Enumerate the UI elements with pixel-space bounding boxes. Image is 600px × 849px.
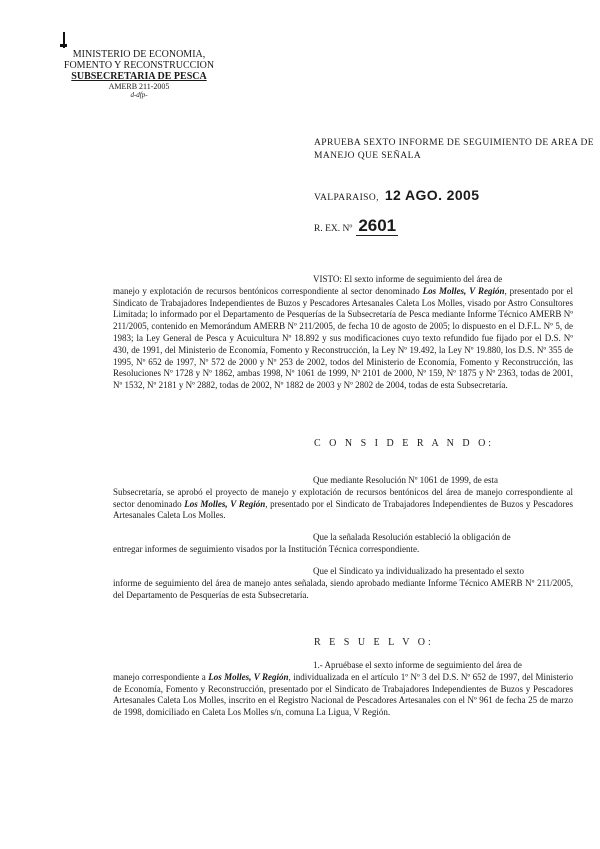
resolution-number-stamp: 2601 — [358, 216, 397, 235]
resolution-label: R. EX. Nº — [314, 224, 353, 234]
margin-mark-foot — [60, 44, 67, 47]
resuelvo-heading: R E S U E L V O: — [314, 637, 434, 648]
date-stamp: 12 AGO. 2005 — [384, 187, 480, 203]
initials-signature: d-dfp- — [130, 91, 148, 99]
reference-code: AMERB 211-2005 — [108, 82, 170, 91]
considerando-3-text: informe de seguimiento del área de manejo antes señalada, siendo aprobado mediante Informe Técnico AMERB Nº 211/2005, del Departamento de Pesquerías de esta Subsecretaría. — [113, 577, 573, 600]
resuelvo-1 — [113, 660, 573, 719]
place-and-date — [314, 187, 479, 203]
considerando-1 — [113, 475, 573, 522]
resuelvo-1-text-cont: , individualizada en el artículo 1º Nº 3 del D.S. Nº 652 de 1997, del Ministerio de Economía, Fomento y Reconstrucción, presentado por el Sindicato de Trabajadores Independientes de Buzos y Pescadores Artesanales Caleta Los Molles, inscrito en el Registro Nacional de Pescadores Artesanales con el Nº 961 de fecha 25 de marzo de 1998, domiciliado en Caleta Los Molles s/n, comuna La Ligua, V Región. — [113, 671, 573, 718]
considerando-1-location: Los Molles, V Región — [184, 498, 266, 509]
ministry-header — [44, 49, 234, 99]
considerando-heading: C O N S I D E R A N D O: — [314, 438, 495, 449]
considerando-1-text: Subsecretaría, se aprobó el proyecto de manejo y explotación de recursos bentónicos del área de manejo correspondiente al sector denominado — [113, 486, 573, 509]
subsecretaria-name: SUBSECRETARIA DE PESCA — [71, 71, 207, 82]
resolution-number — [314, 216, 398, 236]
considerando-2 — [113, 532, 573, 556]
visto-text: manejo y explotación de recursos bentónicos correspondiente al sector denominado — [113, 285, 423, 296]
considerando-3 — [113, 566, 573, 601]
ministry-name-line: MINISTERIO DE ECONOMIA, — [72, 49, 206, 60]
resuelvo-1-lead: 1.- Apruébase el sexto informe de seguimiento del área de — [313, 660, 522, 670]
visto-text-cont: , presentado por el Sindicato de Trabajadores Independientes de Buzos y Pescadores Artesanales Caleta Los Molles, visado por Astro Consultores Limitada; lo informado por el Departamento de Pesquerías de la Subsecretaría de Pesca mediante Informe Técnico AMERB Nº 211/2005, contenido en Memorándum AMERB Nº 211/2005, de fecha 10 de agosto de 2005; lo dispuesto en el D.F.L. Nº 5, de 1983; la Ley General de Pesca y Acuicultura Nº 18.892 y sus modificaciones cuyo texto refundido fue fijado por el D.S. Nº 430, de 1991, del Ministerio de Economía, Fomento y Reconstrucción, la Ley Nº 19.492, la Ley Nº 19.880, los D.S. Nº 355 de 1995, Nº 652 de 1997, Nº 572 de 2000 y Nº 253 de 2002, todos del Ministerio de Economía, Fomento y Reconstrucción, las Resoluciones Nº 1728 y Nº 1862, ambas 1998, Nº 1061 de 1999, Nº 2101 de 2000, Nº 159, Nº 1875 y Nº 2363, todas de 2001, Nº 1532, Nº 2181 y Nº 2882, todas de 2002, Nº 1882 de 2003 y Nº 2802 de 2004, todas de esta Subsecretaría. — [113, 285, 573, 391]
document-subject: APRUEBA SEXTO INFORME DE SEGUIMIENTO DE AREA DE MANEJO QUE SEÑALA — [314, 138, 594, 161]
considerando-1-text-cont: , presentado por el Sindicato de Trabajadores Independientes de Buzos y Pescadores Artesanales Caleta Los Molles. — [113, 498, 573, 521]
visto-location: Los Molles, V Región — [422, 285, 505, 296]
ministry-name-line-2: FOMENTO Y RECONSTRUCCION — [63, 60, 215, 71]
considerando-3-lead: Que el Sindicato ya individualizado ha presentado el sexto — [313, 566, 524, 576]
city: VALPARAISO, — [314, 193, 379, 203]
resuelvo-1-text: manejo correspondiente a — [113, 671, 209, 682]
considerando-2-text: entregar informes de seguimiento visados por la Institución Técnica correspondiente. — [113, 543, 420, 554]
considerando-2-lead: Que la señalada Resolución estableció la obligación de — [313, 532, 511, 542]
visto-paragraph — [113, 274, 573, 392]
considerando-1-lead: Que mediante Resolución Nº 1061 de 1999, de esta — [313, 475, 498, 485]
resuelvo-1-location: Los Molles, V Región — [208, 671, 289, 682]
visto-lead: VISTO: El sexto informe de seguimiento del área de — [313, 274, 503, 284]
